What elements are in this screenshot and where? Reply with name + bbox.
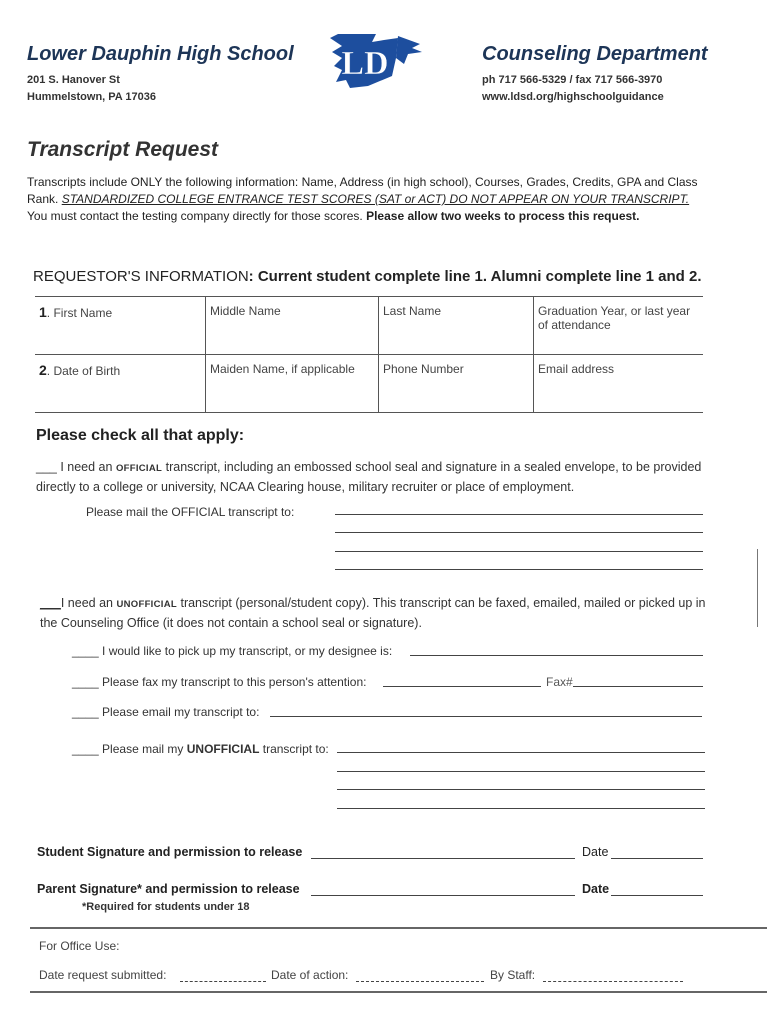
last-name-field[interactable]: [379, 297, 534, 355]
mail-label-bold: UNOFFICIAL: [186, 742, 260, 756]
by-staff-label: By Staff:: [490, 968, 536, 982]
office-use-heading: For Office Use:: [39, 939, 120, 953]
date-of-birth-label: . Date of Birth: [46, 364, 121, 378]
official-text-pre: I need an: [56, 460, 116, 474]
unofficial-text-post: transcript (personal/student copy). This transcript can be faxed, emailed, mailed or picked up in the Counseling Office (it does not contain a school seal or signature).: [40, 596, 706, 630]
row-number-1: 1: [39, 304, 47, 320]
school-logo-icon: [328, 30, 424, 92]
website-link[interactable]: www.ldsd.org/highschoolguidance: [482, 91, 664, 103]
graduation-year-label: Graduation Year, or last year of attendance: [538, 304, 691, 332]
email-address-field[interactable]: [534, 355, 704, 413]
requestor-table: [35, 296, 703, 413]
department-name: Counseling Department: [482, 43, 708, 65]
requestor-row-2: [35, 355, 703, 413]
office-divider-bottom: [30, 991, 767, 993]
requestor-heading-instructions: : Current student complete line 1. Alumni complete line 1 and 2.: [248, 268, 702, 285]
email-checkbox[interactable]: ____: [72, 705, 99, 719]
page-title: Transcript Request: [27, 138, 218, 161]
fax-option: [72, 675, 366, 689]
pickup-checkbox[interactable]: ____: [72, 644, 99, 658]
phone-number-field[interactable]: [379, 355, 534, 413]
parent-date-label: Date: [582, 882, 610, 896]
intro-line-1: Transcripts include ONLY the following information: Name, Address (in high school), Courses, Grades, Credits, GPA and Class Rank.: [27, 175, 698, 206]
email-address-line[interactable]: [270, 716, 702, 717]
mail-label-pre: Please mail my: [102, 742, 187, 756]
official-mail-line-4[interactable]: [335, 569, 703, 570]
unofficial-option: [40, 594, 710, 632]
fax-label: Please fax my transcript to this person's attention:: [102, 675, 367, 689]
parent-signature-line[interactable]: [311, 895, 575, 896]
unofficial-checkbox[interactable]: ___: [40, 596, 61, 610]
mail-checkbox[interactable]: ____: [72, 742, 99, 756]
maiden-name-label: Maiden Name, if applicable: [210, 362, 355, 376]
official-text-post: transcript, including an embossed school seal and signature in a sealed envelope, to be provided directly to a college or university, NCAA Clearing house, military recruiter or place of employment.: [36, 460, 702, 494]
student-date-label: Date: [582, 845, 609, 859]
unofficial-mail-line-2[interactable]: [337, 771, 705, 772]
email-option: [72, 705, 259, 719]
last-name-label: Last Name: [383, 304, 442, 318]
email-label: Please email my transcript to:: [102, 705, 260, 719]
department-contact: [482, 72, 664, 106]
requestor-heading-label: REQUESTOR'S INFORMATION: [33, 268, 249, 285]
unofficial-text-pre: I need an: [60, 596, 117, 610]
student-date-line[interactable]: [611, 858, 703, 859]
fax-number-label: Fax#: [546, 675, 573, 689]
official-mail-line-2[interactable]: [335, 532, 703, 533]
official-mail-line-3[interactable]: [335, 551, 703, 552]
pickup-option: [72, 644, 392, 658]
official-option: [36, 458, 716, 496]
fax-checkbox[interactable]: ____: [72, 675, 99, 689]
unofficial-mail-line-4[interactable]: [337, 808, 705, 809]
student-signature-label: Student Signature and permission to release: [37, 845, 303, 859]
date-of-action-line[interactable]: [356, 981, 484, 982]
unofficial-mail-line-1[interactable]: [337, 752, 705, 753]
by-staff-line[interactable]: [543, 981, 683, 982]
school-name: Lower Dauphin High School: [27, 43, 294, 65]
mail-option: [72, 742, 329, 756]
intro-warning: STANDARDIZED COLLEGE ENTRANCE TEST SCORES (SAT or ACT) DO NOT APPEAR ON YOUR TRANSCRIPT.: [61, 192, 690, 206]
intro-text: [27, 174, 707, 225]
check-heading: Please check all that apply:: [36, 427, 245, 444]
row-number-2: 2: [39, 362, 47, 378]
maiden-name-field[interactable]: [206, 355, 379, 413]
address-line-1: 201 S. Hanover St: [27, 74, 120, 86]
office-divider-top: [30, 927, 767, 929]
intro-processing-note: Please allow two weeks to process this request.: [366, 209, 640, 223]
official-checkbox[interactable]: ___: [36, 460, 57, 474]
first-name-field[interactable]: [35, 297, 206, 355]
date-of-action-label: Date of action:: [271, 968, 349, 982]
middle-name-field[interactable]: [206, 297, 379, 355]
school-address: [27, 72, 156, 106]
phone-number-label: Phone Number: [383, 362, 464, 376]
parent-signature-note: *Required for students under 18: [82, 901, 250, 913]
parent-signature-label: Parent Signature* and permission to release: [37, 882, 300, 896]
student-signature-line[interactable]: [311, 858, 575, 859]
official-caps: OFFICIAL: [115, 463, 163, 474]
logo-letters: LD: [341, 45, 389, 82]
requestor-row-1: [35, 297, 703, 355]
official-mail-line-1[interactable]: [335, 514, 703, 515]
fax-number-line[interactable]: [573, 686, 703, 687]
requestor-heading: [33, 268, 702, 285]
mail-label-post: transcript to:: [259, 742, 329, 756]
pickup-designee-line[interactable]: [410, 655, 703, 656]
first-name-label: . First Name: [46, 306, 113, 320]
date-submitted-label: Date request submitted:: [39, 968, 167, 982]
intro-line-3: You must contact the testing company directly for those scores.: [27, 209, 363, 223]
address-line-2: Hummelstown, PA 17036: [27, 91, 156, 103]
pickup-label: I would like to pick up my transcript, or my designee is:: [102, 644, 393, 658]
date-of-birth-field[interactable]: [35, 355, 206, 413]
fax-attention-line[interactable]: [383, 686, 541, 687]
graduation-year-field[interactable]: [534, 297, 704, 355]
parent-date-line[interactable]: [611, 895, 703, 896]
margin-divider: [757, 549, 758, 627]
email-address-label: Email address: [538, 362, 615, 376]
date-submitted-line[interactable]: [180, 981, 266, 982]
phone-fax: ph 717 566-5329 / fax 717 566-3970: [482, 74, 663, 86]
unofficial-caps: UNOFFICIAL: [116, 599, 177, 610]
middle-name-label: Middle Name: [210, 304, 281, 318]
official-mail-label: Please mail the OFFICIAL transcript to:: [86, 505, 295, 519]
unofficial-mail-line-3[interactable]: [337, 789, 705, 790]
